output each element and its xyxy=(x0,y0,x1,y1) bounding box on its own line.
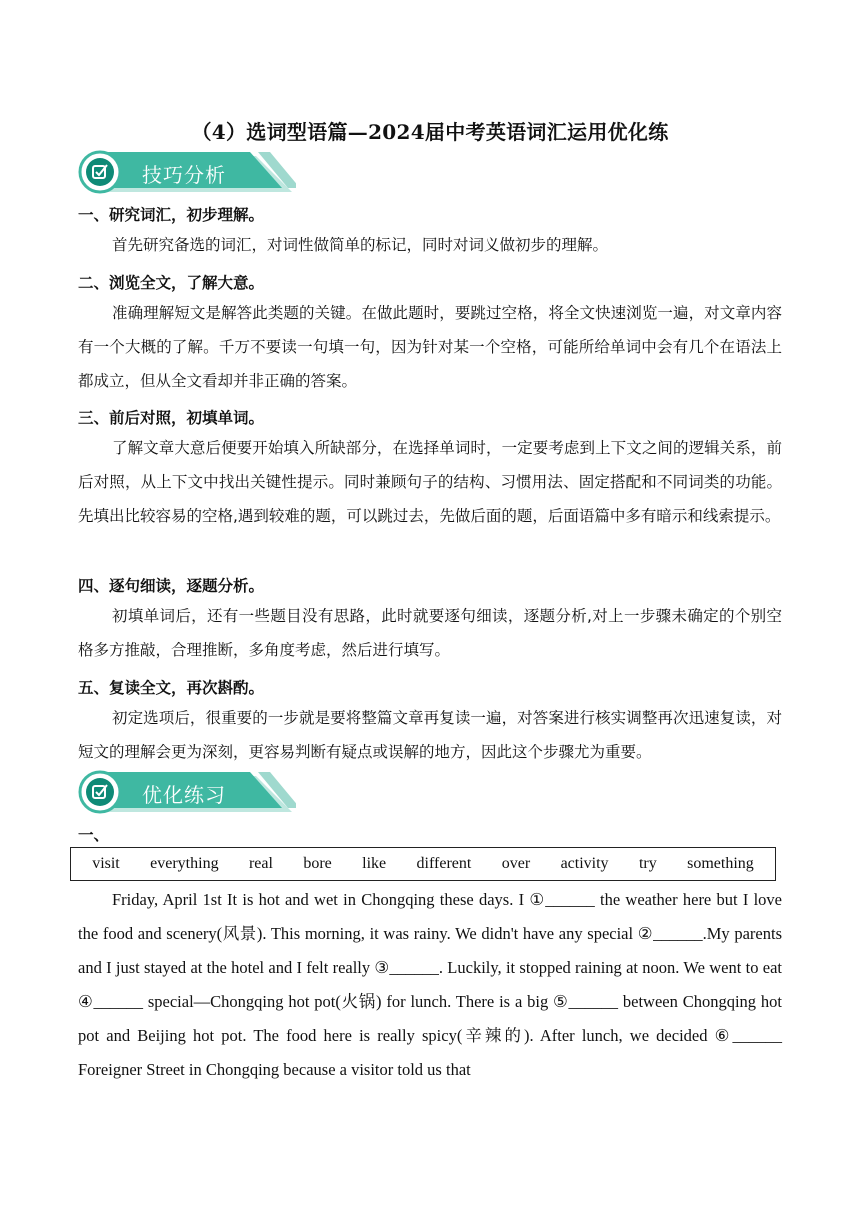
word-bank-item: like xyxy=(362,855,387,872)
section-heading: 四、逐句细读，逐题分析。 xyxy=(78,577,265,595)
word-bank-item: try xyxy=(638,855,657,872)
word-bank-item: bore xyxy=(303,855,332,872)
section-heading: 二、浏览全文，了解大意。 xyxy=(78,274,265,292)
banner-title: 技巧分析 xyxy=(142,163,226,187)
section-heading: 五、复读全文，再次斟酌。 xyxy=(78,679,265,697)
section-text: 初填单词后，还有一些题目没有思路，此时就要逐句细读，逐题分析,对上一步骤未确定的个别空格多方推敲，合理推断，多角度考虑，然后进行填写。 xyxy=(78,607,782,659)
word-bank-item: something xyxy=(687,855,754,872)
word-bank-item: over xyxy=(501,855,531,872)
section-text: 首先研究备选的词汇，对词性做简单的标记，同时对词义做初步的理解。 xyxy=(112,236,609,254)
reading-passage: Friday, April 1st It is hot and wet in Chongqing these days. I ①______ the weather here but I love the food and scenery(风景). This morning, it was rainy. We didn't have any special ②______.My parents and I just stayed at the hotel and I felt really ③______. Luckily, it stopped raining at noon. We went to eat ④______ special—Chongqing hot pot(火锅) for lunch. There is a big ⑤______ between Chongqing hot pot and Beijing hot pot. The food here is really spicy(辛辣的). After lunch, we decided ⑥______ Foreigner Street in Chongqing because a visitor told us that xyxy=(78,890,782,1079)
word-bank-item: real xyxy=(248,855,273,872)
section-heading: 一、研究词汇，初步理解。 xyxy=(78,206,265,224)
page-title: （4）选词型语篇—2024届中考英语词汇运用优化练 xyxy=(191,120,669,144)
section-text: 准确理解短文是解答此类题的关键。在做此题时，要跳过空格，将全文快速浏览一遍，对文章内容有一个大概的了解。千万不要读一句填一句，因为针对某一个空格，可能所给单词中会有几个在语法上都成立，但从全文看却并非正确的答案。 xyxy=(78,304,782,390)
word-bank-item: visit xyxy=(92,855,120,872)
word-bank-item: activity xyxy=(560,855,609,872)
banner-title: 优化练习 xyxy=(142,783,226,807)
word-bank xyxy=(70,847,776,881)
word-bank-item: different xyxy=(416,855,472,872)
word-bank-item: everything xyxy=(150,855,219,872)
section-text: 初定选项后，很重要的一步就是要将整篇文章再复读一遍，对答案进行核实调整再次迅速复读，对短文的理解会更为深刻，更容易判断有疑点或误解的地方，因此这个步骤尤为重要。 xyxy=(78,709,782,761)
section-heading: 三、前后对照，初填单词。 xyxy=(78,409,265,427)
exercise-label: 一、 xyxy=(78,826,110,844)
section-banner-skills xyxy=(78,150,296,196)
section-banner-practice xyxy=(78,770,296,816)
section-text: 了解文章大意后便要开始填入所缺部分，在选择单词时，一定要考虑到上下文之间的逻辑关系，前后对照，从上下文中找出关键性提示。同时兼顾句子的结构、习惯用法、固定搭配和不同词类的功能。先填出比较容易的空格,遇到较难的题，可以跳过去，先做后面的题，后面语篇中多有暗示和线索提示。 xyxy=(78,439,782,525)
